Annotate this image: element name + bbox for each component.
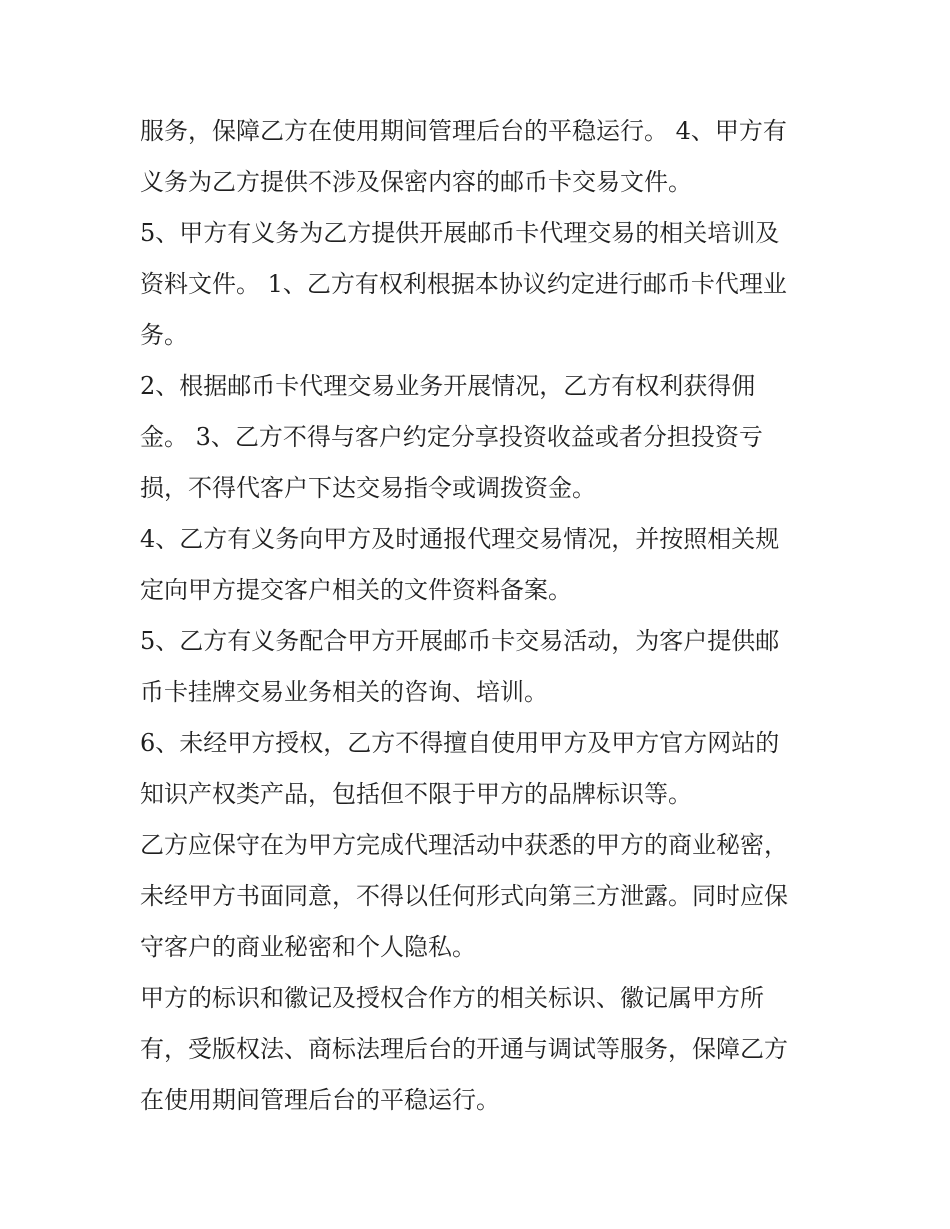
text-line: 4、乙方有义务向甲方及时通报代理交易情况，并按照相关规: [140, 525, 780, 553]
paragraph-1: [140, 106, 820, 208]
text-line: 资料文件。 1、乙方有权利根据本协议约定进行邮币卡代理业: [140, 270, 787, 298]
text-line: 6、未经甲方授权，乙方不得擅自使用甲方及甲方官方网站的: [140, 729, 780, 757]
text-line: 2、根据邮币卡代理交易业务开展情况，乙方有权利获得佣: [140, 372, 756, 400]
text-line: 甲方的标识和徽记及授权合作方的相关标识、徽记属甲方所: [140, 984, 764, 1012]
paragraph-3: [140, 361, 820, 514]
paragraph-7: [140, 820, 820, 973]
text-line: 定向甲方提交客户相关的文件资料备案。: [140, 576, 572, 604]
text-line: 守客户的商业秘密和个人隐私。: [140, 933, 476, 961]
text-line: 5、乙方有义务配合甲方开展邮币卡交易活动，为客户提供邮: [140, 627, 780, 655]
text-line: 5、甲方有义务为乙方提供开展邮币卡代理交易的相关培训及: [140, 219, 780, 247]
text-line: 金。 3、乙方不得与客户约定分享投资收益或者分担投资亏: [140, 423, 763, 451]
text-line: 币卡挂牌交易业务相关的咨询、培训。: [140, 678, 548, 706]
text-line: 在使用期间管理后台的平稳运行。: [140, 1086, 500, 1114]
text-line: 损，不得代客户下达交易指令或调拨资金。: [140, 474, 596, 502]
paragraph-2: [140, 208, 820, 361]
paragraph-5: [140, 616, 820, 718]
text-line: 知识产权类产品，包括但不限于甲方的品牌标识等。: [140, 780, 692, 808]
document-body: [140, 106, 820, 1126]
text-line: 义务为乙方提供不涉及保密内容的邮币卡交易文件。: [140, 168, 692, 196]
text-line: 未经甲方书面同意，不得以任何形式向第三方泄露。同时应保: [140, 882, 788, 910]
text-line: 务。: [140, 321, 188, 349]
paragraph-4: [140, 514, 820, 616]
text-line: 服务，保障乙方在使用期间管理后台的平稳运行。 4、甲方有: [140, 117, 787, 145]
text-line: 有，受版权法、商标法理后台的开通与调试等服务，保障乙方: [140, 1035, 788, 1063]
paragraph-8: [140, 973, 820, 1126]
paragraph-6: [140, 718, 820, 820]
text-line: 乙方应保守在为甲方完成代理活动中获悉的甲方的商业秘密，: [140, 831, 788, 859]
